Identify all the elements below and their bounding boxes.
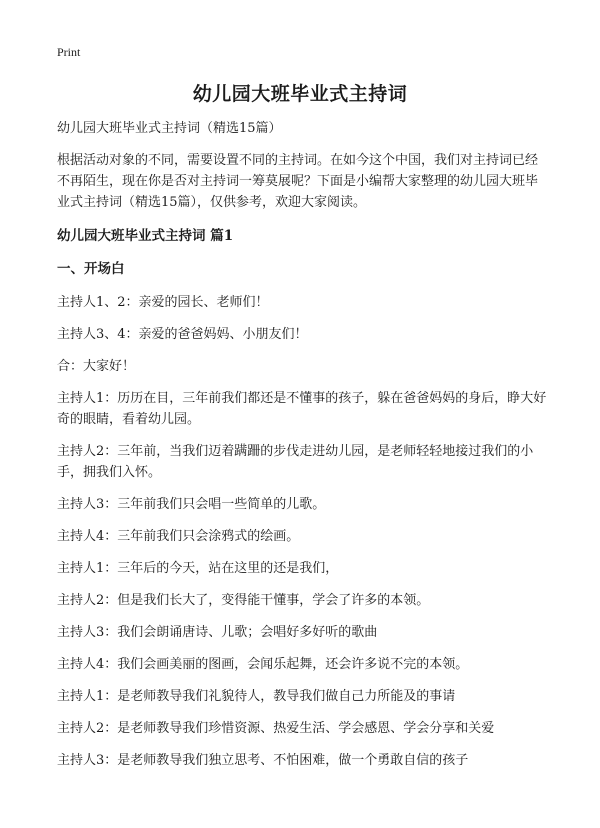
document-title: 幼儿园大班毕业式主持词 [192, 83, 408, 105]
dialogue-list [57, 292, 547, 771]
print-link[interactable]: Print [57, 45, 81, 59]
dialogue-line: 主持人1：历历在目，三年前我们都还是不懂事的孩子，躲在爸爸妈妈的身后，睁大好奇的眼睛，看着幼儿园。 [57, 391, 547, 427]
dialogue-line: 主持人1：是老师教导我们礼貌待人，教导我们做自己力所能及的事请 [57, 689, 456, 704]
dialogue-line: 主持人1、2：亲爱的园长、老师们！ [57, 295, 269, 310]
section-heading: 幼儿园大班毕业式主持词 篇1 [57, 228, 234, 244]
dialogue-line: 主持人3：是老师教导我们独立思考、不怕困难，做一个勇敢自信的孩子 [57, 753, 469, 768]
dialogue-line: 主持人3、4：亲爱的爸爸妈妈、小朋友们！ [57, 327, 308, 342]
intro-paragraph: 根据活动对象的不同，需要设置不同的主持词。在如今这个中国，我们对主持词已经不再陌生，现在你是否对主持词一筹莫展呢？下面是小编帮大家整理的幼儿园大班毕业式主持词（精选15篇），仅供参考，欢迎大家阅读。 [57, 153, 539, 210]
dialogue-line: 主持人4：三年前我们只会涂鸦式的绘画。 [57, 529, 300, 544]
dialogue-line: 主持人1：三年后的今天，站在这里的还是我们， [57, 561, 339, 576]
part-heading: 一、开场白 [57, 261, 125, 277]
dialogue-line: 主持人3：三年前我们只会唱一些简单的儿歌。 [57, 497, 326, 512]
document-body [57, 118, 547, 782]
dialogue-line: 合：大家好！ [57, 359, 136, 374]
dialogue-line: 主持人2：三年前，当我们迈着蹒跚的步伐走进幼儿园，是老师轻轻地接过我们的小手，拥我们入怀。 [57, 444, 534, 480]
dialogue-line: 主持人4：我们会画美丽的图画，会闻乐起舞，还会许多说不完的本领。 [57, 657, 469, 672]
dialogue-line: 主持人2：是老师教导我们珍惜资源、热爱生活、学会感恩、学会分享和关爱 [57, 721, 495, 736]
dialogue-line: 主持人3：我们会朗诵唐诗、儿歌；会唱好多好听的歌曲 [57, 625, 378, 640]
dialogue-line: 主持人2：但是我们长大了，变得能干懂事，学会了许多的本领。 [57, 593, 430, 608]
document-subtitle: 幼儿园大班毕业式主持词（精选15篇） [57, 121, 282, 136]
